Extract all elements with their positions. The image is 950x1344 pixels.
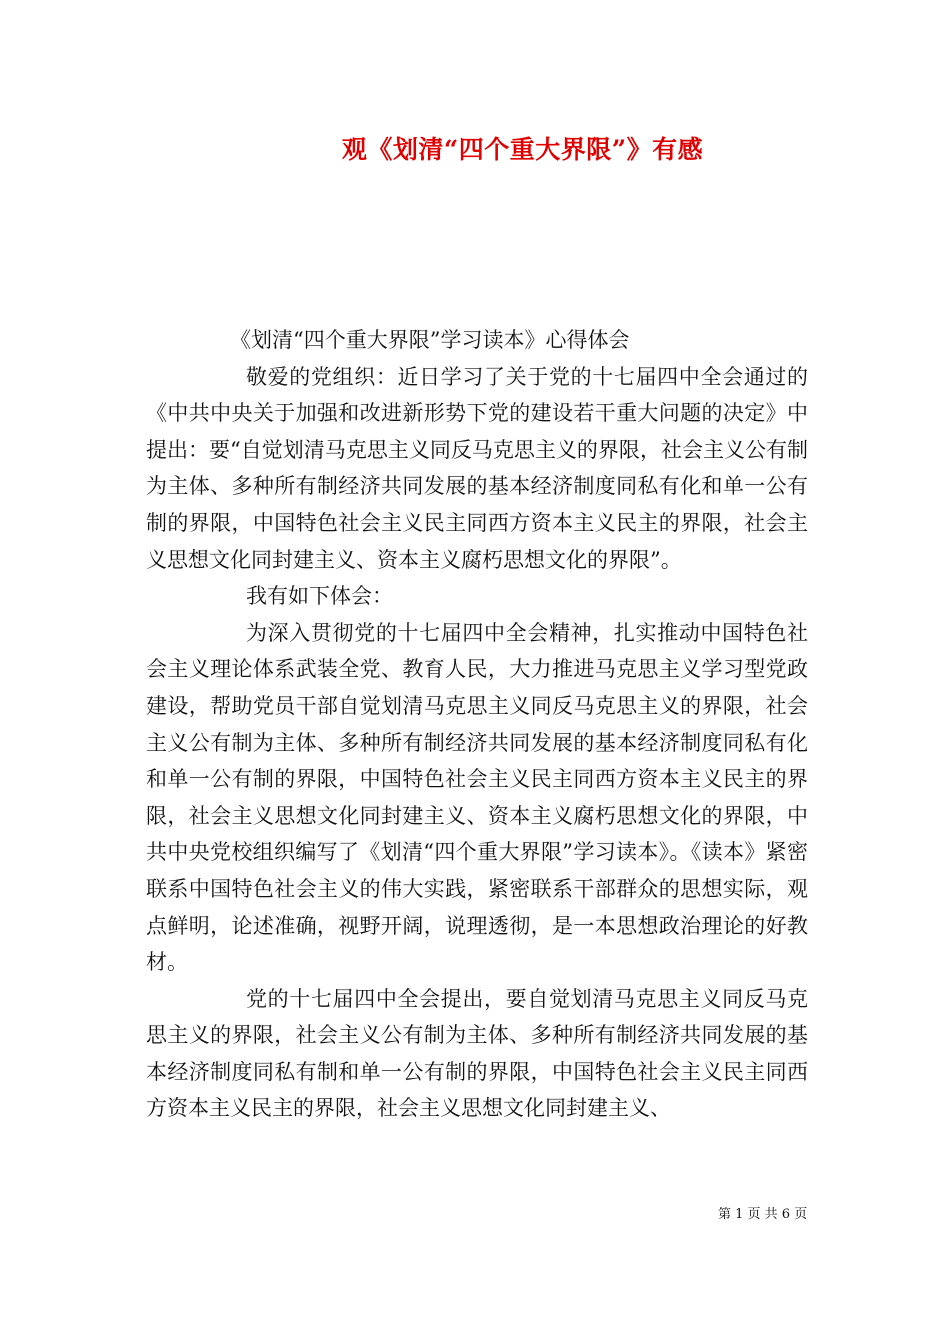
document-title: 观《划清“四个重大界限”》有感: [341, 135, 704, 164]
paragraph-1: 敬爱的党组织：近日学习了关于党的十七届四中全会通过的《中共中央关于加强和改进新形势下党的建设若干重大问题的决定》中提出：要“自觉划清马克思主义同反马克思主义的界限，社会主义公有制为主体、多种所有制经济共同发展的基本经济制度同私有化和单一公有制的界限，中国特色社会主义民主同西方资本主义民主的界限，社会主义思想文化同封建主义、资本主义腐朽思想文化的界限”。: [146, 364, 808, 572]
page-number-footer: 第 1 页 共 6 页: [718, 1207, 808, 1222]
paragraph-4: 党的十七届四中全会提出，要自觉划清马克思主义同反马克思主义的界限，社会主义公有制为主体、多种所有制经济共同发展的基本经济制度同私有制和单一公有制的界限，中国特色社会主义民主同西方资本主义民主的界限，社会主义思想文化同封建主义、: [146, 986, 808, 1121]
paragraph-3: 为深入贯彻党的十七届四中全会精神，扎实推动中国特色社会主义理论体系武装全党、教育人民，大力推进马克思主义学习型党政建设，帮助党员干部自觉划清马克思主义同反马克思主义的界限，社会主义公有制为主体、多种所有制经济共同发展的基本经济制度同私有化和单一公有制的界限，中国特色社会主义民主同西方资本主义民主的界限，社会主义思想文化同封建主义、资本主义腐朽思想文化的界限，中共中央党校组织编写了《划清“四个重大界限”学习读本》。《读本》紧密联系中国特色社会主义的伟大实践，紧密联系干部群众的思想实际，观点鲜明，论述准确，视野开阔，说理透彻，是一本思想政治理论的好教材。: [146, 620, 808, 975]
paragraph-2: 我有如下体会：: [246, 584, 393, 609]
document-body: [146, 322, 808, 1127]
document-subtitle: 《划清“四个重大界限”学习读本》心得体会: [230, 328, 630, 352]
